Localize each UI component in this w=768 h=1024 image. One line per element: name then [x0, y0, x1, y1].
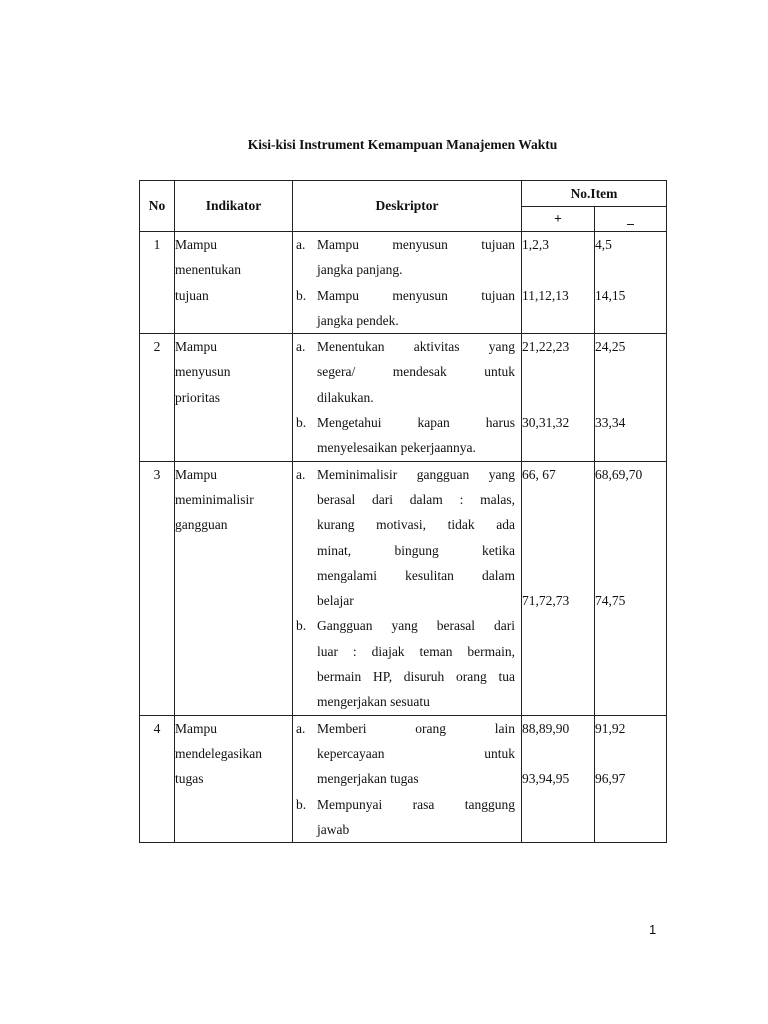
- page-number: 1: [649, 922, 657, 937]
- deskriptor-item: b. Mengetahui kapan harus menyelesaikan pekerjaannya.: [296, 415, 515, 456]
- header-no: No: [140, 181, 175, 232]
- header-minus: _: [595, 207, 667, 232]
- header-plus: +: [522, 207, 595, 232]
- item-minus-cell: 68,69,70 74,75: [595, 461, 667, 715]
- document-title: Kisi-kisi Instrument Kemampuan Manajemen Waktu: [247, 137, 558, 152]
- deskriptor-item: b. Mampu menyusun tujuan jangka pendek.: [296, 287, 515, 328]
- deskriptor-item: a. Menentukan aktivitas yang segera/ mendesak untuk dilakukan.: [296, 339, 515, 405]
- indikator-cell: Mampu menentukan tujuan: [175, 232, 293, 334]
- row-number: 3: [140, 461, 175, 715]
- deskriptor-item: a. Mampu menyusun tujuan jangka panjang.: [296, 237, 515, 278]
- item-plus-cell: 88,89,90 93,94,95: [522, 715, 595, 842]
- item-minus-cell: 24,25 33,34: [595, 334, 667, 461]
- deskriptor-item: a. Meminimalisir gangguan yang berasal dari dalam : malas, kurang motivasi, tidak ada minat, bingung ketika mengalami kesulitan dalam belajar: [296, 466, 515, 609]
- header-indikator: Indikator: [175, 181, 293, 232]
- deskriptor-item: b. Mempunyai rasa tanggung jawab: [296, 796, 515, 837]
- kisi-kisi-table: [139, 180, 667, 843]
- row-number: 2: [140, 334, 175, 461]
- indikator-cell: Mampu mendelegasikan tugas: [175, 715, 293, 842]
- table-row: [140, 461, 667, 715]
- table-row: [140, 232, 667, 334]
- table-row: [140, 334, 667, 461]
- deskriptor-cell: [293, 334, 522, 461]
- deskriptor-item: b. Gangguan yang berasal dari luar : diajak teman bermain, bermain HP, disuruh orang tua mengerjakan sesuatu: [296, 618, 515, 710]
- deskriptor-cell: [293, 715, 522, 842]
- item-plus-cell: 66, 67 71,72,73: [522, 461, 595, 715]
- indikator-cell: Mampu meminimalisir gangguan: [175, 461, 293, 715]
- header-deskriptor: Deskriptor: [293, 181, 522, 232]
- item-minus-cell: 4,5 14,15: [595, 232, 667, 334]
- table-row: [140, 715, 667, 842]
- deskriptor-cell: [293, 232, 522, 334]
- deskriptor-cell: [293, 461, 522, 715]
- item-minus-cell: 91,92 96,97: [595, 715, 667, 842]
- row-number: 1: [140, 232, 175, 334]
- deskriptor-item: a. Memberi orang lain kepercayaan untuk mengerjakan tugas: [296, 720, 515, 787]
- item-plus-cell: 21,22,23 30,31,32: [522, 334, 595, 461]
- indikator-cell: Mampu menyusun prioritas: [175, 334, 293, 461]
- item-plus-cell: 1,2,3 11,12,13: [522, 232, 595, 334]
- header-no-item: No.Item: [522, 181, 667, 207]
- row-number: 4: [140, 715, 175, 842]
